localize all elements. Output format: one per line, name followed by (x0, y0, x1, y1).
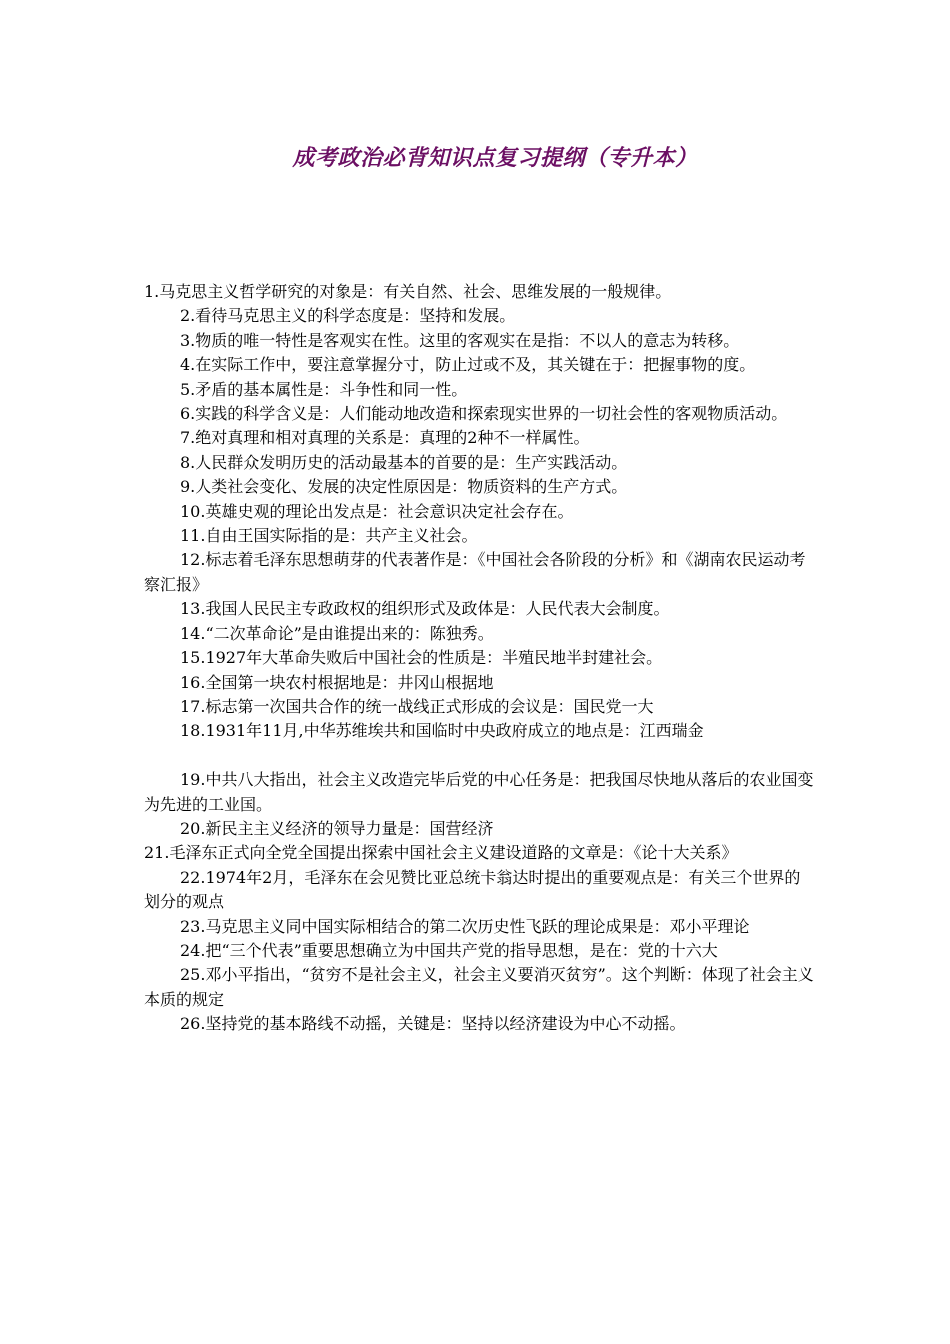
list-item: 25.邓小平指出，“贫穷不是社会主义，社会主义要消灭贫穷”。这个判断：体现了社会主义本质的规定 (144, 965, 814, 1009)
list-item: 10.英雄史观的理论出发点是：社会意识决定社会存在。 (180, 501, 574, 521)
list-item: 1.马克思主义哲学研究的对象是：有关自然、社会、思维发展的一般规律。 (144, 282, 672, 301)
list-item: 5.矛盾的基本属性是：斗争性和同一性。 (180, 379, 468, 399)
list-item: 7.绝对真理和相对真理的关系是：真理的2种不一样属性。 (180, 428, 590, 448)
list-item: 11.自由王国实际指的是：共产主义社会。 (180, 526, 478, 546)
list-item: 14.“二次革命论”是由谁提出来的：陈独秀。 (180, 623, 494, 643)
list-item: 21.毛泽东正式向全党全国提出探索中国社会主义建设道路的文章是：《论十大关系》 (144, 843, 738, 863)
list-item: 2.看待马克思主义的科学态度是：坚持和发展。 (180, 306, 516, 326)
list-item: 26.坚持党的基本路线不动摇，关键是：坚持以经济建设为中心不动摇。 (180, 1014, 686, 1034)
list-item: 3.物质的唯一特性是客观实在性。这里的客观实在是指：不以人的意志为转移。 (180, 330, 740, 350)
list-item: 16.全国第一块农村根据地是：井冈山根据地 (180, 672, 494, 692)
list-item: 8.人民群众发明历史的活动最基本的首要的是：生产实践活动。 (180, 452, 628, 472)
list-item: 9.人类社会变化、发展的决定性原因是：物质资料的生产方式。 (180, 477, 628, 497)
list-item: 13.我国人民民主专政政权的组织形式及政体是：人民代表大会制度。 (180, 599, 670, 619)
list-item: 23.马克思主义同中国实际相结合的第二次历史性飞跃的理论成果是：邓小平理论 (180, 916, 750, 936)
document-body (144, 280, 814, 1037)
list-item: 18.1931年11月,中华苏维埃共和国临时中央政府成立的地点是：江西瑞金 (180, 721, 704, 741)
list-item: 6.实践的科学含义是：人们能动地改造和探索现实世界的一切社会性的客观物质活动。 (180, 404, 788, 424)
list-item: 17.标志第一次国共合作的统一战线正式形成的会议是：国民党一大 (180, 696, 654, 716)
list-item: 4.在实际工作中，要注意掌握分寸，防止过或不及，其关键在于：把握事物的度。 (180, 355, 756, 375)
list-item: 12.标志着毛泽东思想萌芽的代表著作是：《中国社会各阶段的分析》和《湖南农民运动考察汇报》 (144, 550, 806, 594)
blank-line (144, 744, 814, 768)
list-item: 24.把“三个代表”重要思想确立为中国共产党的指导思想，是在：党的十六大 (180, 940, 718, 960)
document-title: 成考政治必背知识点复习提纲（专升本） (292, 146, 698, 171)
list-item: 15.1927年大革命失败后中国社会的性质是：半殖民地半封建社会。 (180, 648, 663, 668)
list-item: 22.1974年2月，毛泽东在会见赞比亚总统卡翁达时提出的重要观点是：有关三个世界的划分的观点 (144, 867, 801, 912)
list-item: 19.中共八大指出，社会主义改造完毕后党的中心任务是：把我国尽快地从落后的农业国变为先进的工业国。 (144, 770, 814, 814)
list-item: 20.新民主主义经济的领导力量是：国营经济 (180, 818, 494, 838)
